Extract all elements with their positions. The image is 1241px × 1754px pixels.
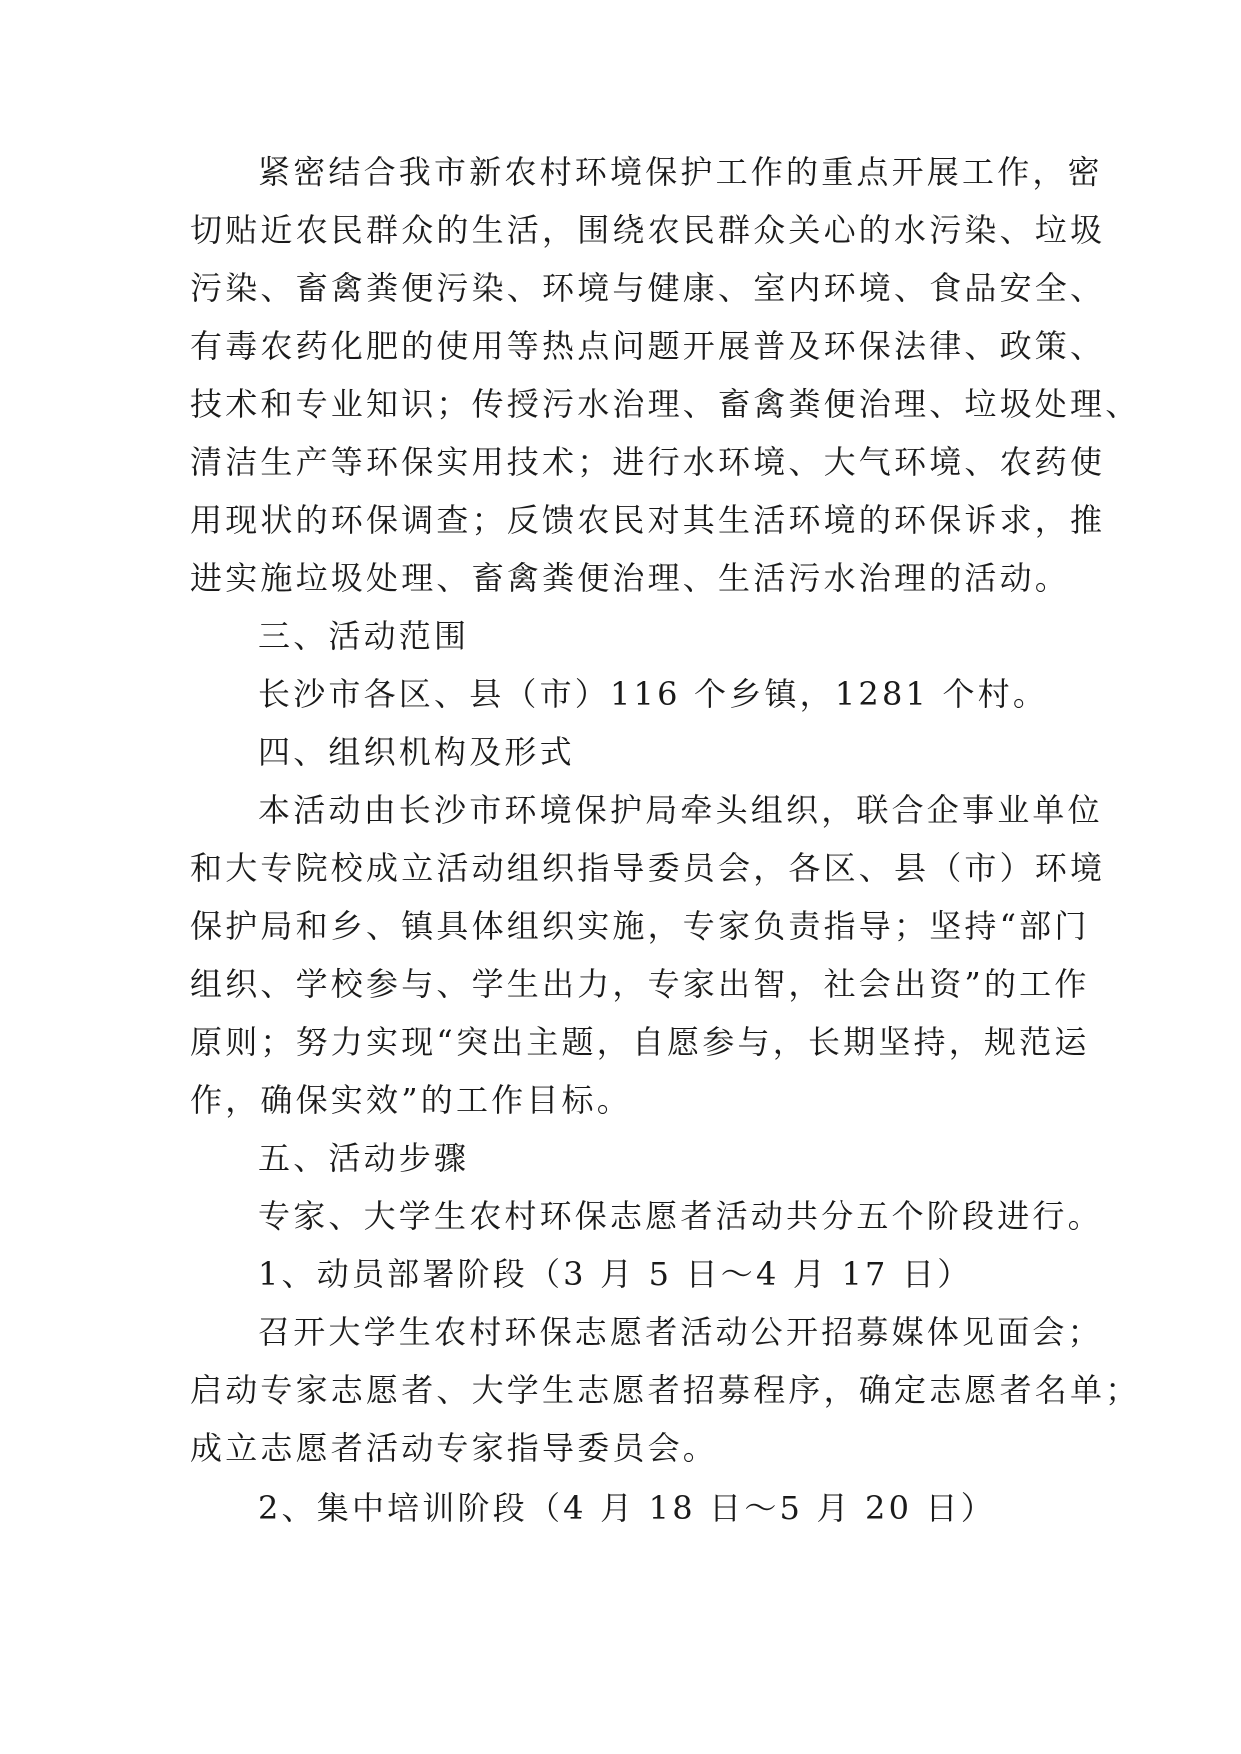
organization-line-5: 原则；努力实现“突出主题，自愿参与，长期坚持，规范运	[190, 1023, 1090, 1061]
paragraph-1-line-3: 污染、畜禽粪便污染、环境与健康、室内环境、食品安全、	[190, 269, 1106, 307]
step-1-line-3: 成立志愿者活动专家指导委员会。	[190, 1429, 719, 1467]
step-1-line-2: 启动专家志愿者、大学生志愿者招募程序，确定志愿者名单；	[190, 1371, 1141, 1409]
organization-line-4: 组织、学校参与、学生出力，专家出智，社会出资”的工作	[190, 965, 1090, 1003]
paragraph-1-line-7: 用现状的环保调查；反馈农民对其生活环境的环保诉求，推	[190, 501, 1106, 539]
step-1-line-1: 召开大学生农村环保志愿者活动公开招募媒体见面会；	[258, 1313, 1103, 1351]
paragraph-1-line-5: 技术和专业知识；传授污水治理、畜禽粪便治理、垃圾处理、	[190, 385, 1141, 423]
scope-text: 长沙市各区、县（市）116 个乡镇，1281 个村。	[258, 675, 1049, 713]
step-1-heading: 1、动员部署阶段（3 月 5 日～4 月 17 日）	[258, 1255, 973, 1293]
organization-line-6: 作，确保实效”的工作目标。	[190, 1081, 632, 1119]
section-heading-scope: 三、活动范围	[258, 617, 470, 655]
section-heading-organization: 四、组织机构及形式	[258, 733, 575, 771]
paragraph-1-line-8: 进实施垃圾处理、畜禽粪便治理、生活污水治理的活动。	[190, 559, 1071, 597]
paragraph-1-line-6: 清洁生产等环保实用技术；进行水环境、大气环境、农药使	[190, 443, 1106, 481]
paragraph-1-line-4: 有毒农药化肥的使用等热点问题开展普及环保法律、政策、	[190, 327, 1106, 365]
organization-line-3: 保护局和乡、镇具体组织实施，专家负责指导；坚持“部门	[190, 907, 1090, 945]
organization-line-1: 本活动由长沙市环境保护局牵头组织，联合企事业单位	[258, 791, 1103, 829]
paragraph-1-line-1: 紧密结合我市新农村环境保护工作的重点开展工作，密	[258, 153, 1103, 191]
step-2-heading: 2、集中培训阶段（4 月 18 日～5 月 20 日）	[258, 1489, 996, 1527]
section-heading-steps: 五、活动步骤	[258, 1139, 470, 1177]
steps-intro: 专家、大学生农村环保志愿者活动共分五个阶段进行。	[258, 1197, 1103, 1235]
organization-line-2: 和大专院校成立活动组织指导委员会，各区、县（市）环境	[190, 849, 1106, 887]
paragraph-1-line-2: 切贴近农民群众的生活，围绕农民群众关心的水污染、垃圾	[190, 211, 1106, 249]
